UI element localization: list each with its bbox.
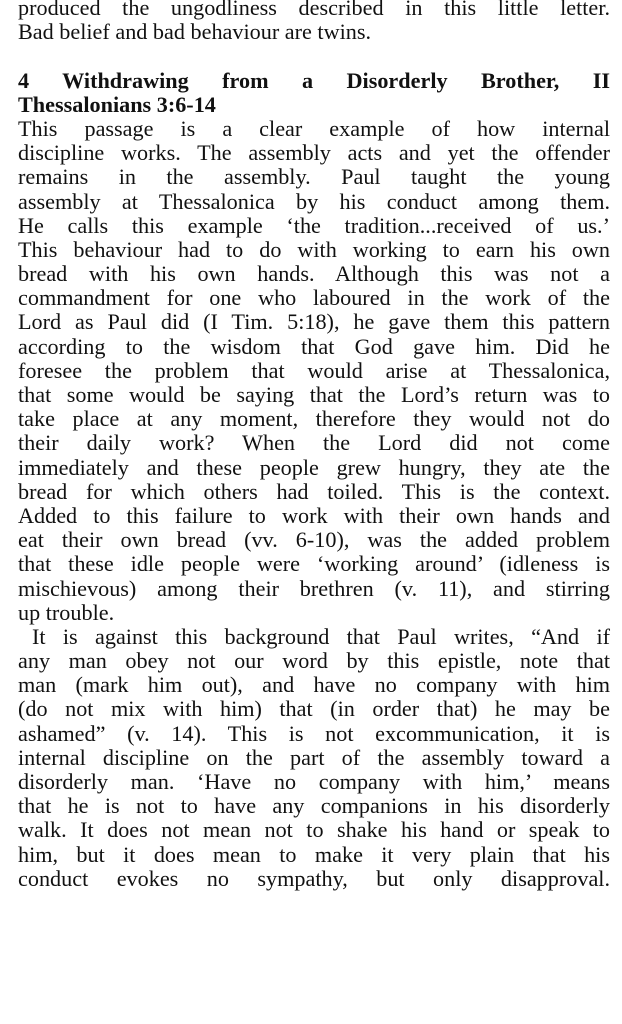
- document-page: [18, 0, 610, 891]
- body-line: ashamed” (v. 14). This is not excommunication, it is: [18, 720, 610, 746]
- body-line: that these idle people were ‘working around’ (idleness is: [18, 551, 610, 577]
- body-line: walk. It does not mean not to shake his hand or speak to: [18, 817, 610, 843]
- intro-paragraph: [18, 0, 610, 44]
- intro-line: produced the ungodliness described in this little letter.: [18, 0, 610, 20]
- body-line: Added to this failure to work with their own hands and: [18, 502, 610, 528]
- body-line: immediately and these people grew hungry, they ate the: [18, 454, 610, 480]
- body-line: Lord as Paul did (I Tim. 5:18), he gave them this pattern: [18, 309, 610, 335]
- body-line: mischievous) among their brethren (v. 11), and stirring: [18, 575, 610, 601]
- body-paragraph-2: [18, 625, 610, 891]
- body-line: discipline works. The assembly acts and yet the offender: [18, 140, 610, 166]
- body-line: This passage is a clear example of how internal: [18, 115, 610, 141]
- body-paragraph-1: [18, 117, 610, 625]
- body-line: internal discipline on the part of the assembly toward a: [18, 744, 610, 770]
- body-line: take place at any moment, therefore they would not do: [18, 406, 610, 432]
- body-line: conduct evokes no sympathy, but only disapproval.: [18, 865, 610, 891]
- body-line: bread with his own hands. Although this was not a: [18, 261, 610, 287]
- section-heading: [18, 69, 610, 117]
- body-line: any man obey not our word by this epistle, note that: [18, 648, 610, 674]
- body-line: him, but it does mean to make it very plain that his: [18, 841, 610, 867]
- body-line: commandment for one who laboured in the work of the: [18, 285, 610, 311]
- body-line: that he is not to have any companions in his disorderly: [18, 793, 610, 819]
- heading-line: Thessalonians 3:6-14: [18, 91, 216, 117]
- body-line: assembly at Thessalonica by his conduct among them.: [18, 188, 610, 214]
- body-line: It is against this background that Paul writes, “And if: [32, 623, 610, 649]
- body-line: (do not mix with him) that (in order that) he may be: [18, 696, 610, 722]
- body-line: bread for which others had toiled. This is the context.: [18, 478, 610, 504]
- body-line: disorderly man. ‘Have no company with him,’ means: [18, 769, 610, 794]
- body-line: eat their own bread (vv. 6-10), was the added problem: [18, 527, 610, 553]
- paragraph-gap: [18, 44, 610, 68]
- body-line: up trouble.: [18, 599, 115, 625]
- body-line: This behaviour had to do with working to earn his own: [18, 236, 610, 262]
- body-line: that some would be saying that the Lord’s return was to: [18, 382, 610, 407]
- body-line: foresee the problem that would arise at Thessalonica,: [18, 357, 610, 383]
- intro-line: Bad belief and bad behaviour are twins.: [18, 19, 372, 45]
- body-line: according to the wisdom that God gave him. Did he: [18, 333, 610, 359]
- body-line: their daily work? When the Lord did not come: [18, 430, 610, 456]
- body-line: He calls this example ‘the tradition...received of us.’: [18, 212, 610, 238]
- body-line: remains in the assembly. Paul taught the young: [18, 164, 610, 190]
- heading-line: 4 Withdrawing from a Disorderly Brother, II: [18, 67, 610, 93]
- body-line: man (mark him out), and have no company with him: [18, 672, 610, 698]
